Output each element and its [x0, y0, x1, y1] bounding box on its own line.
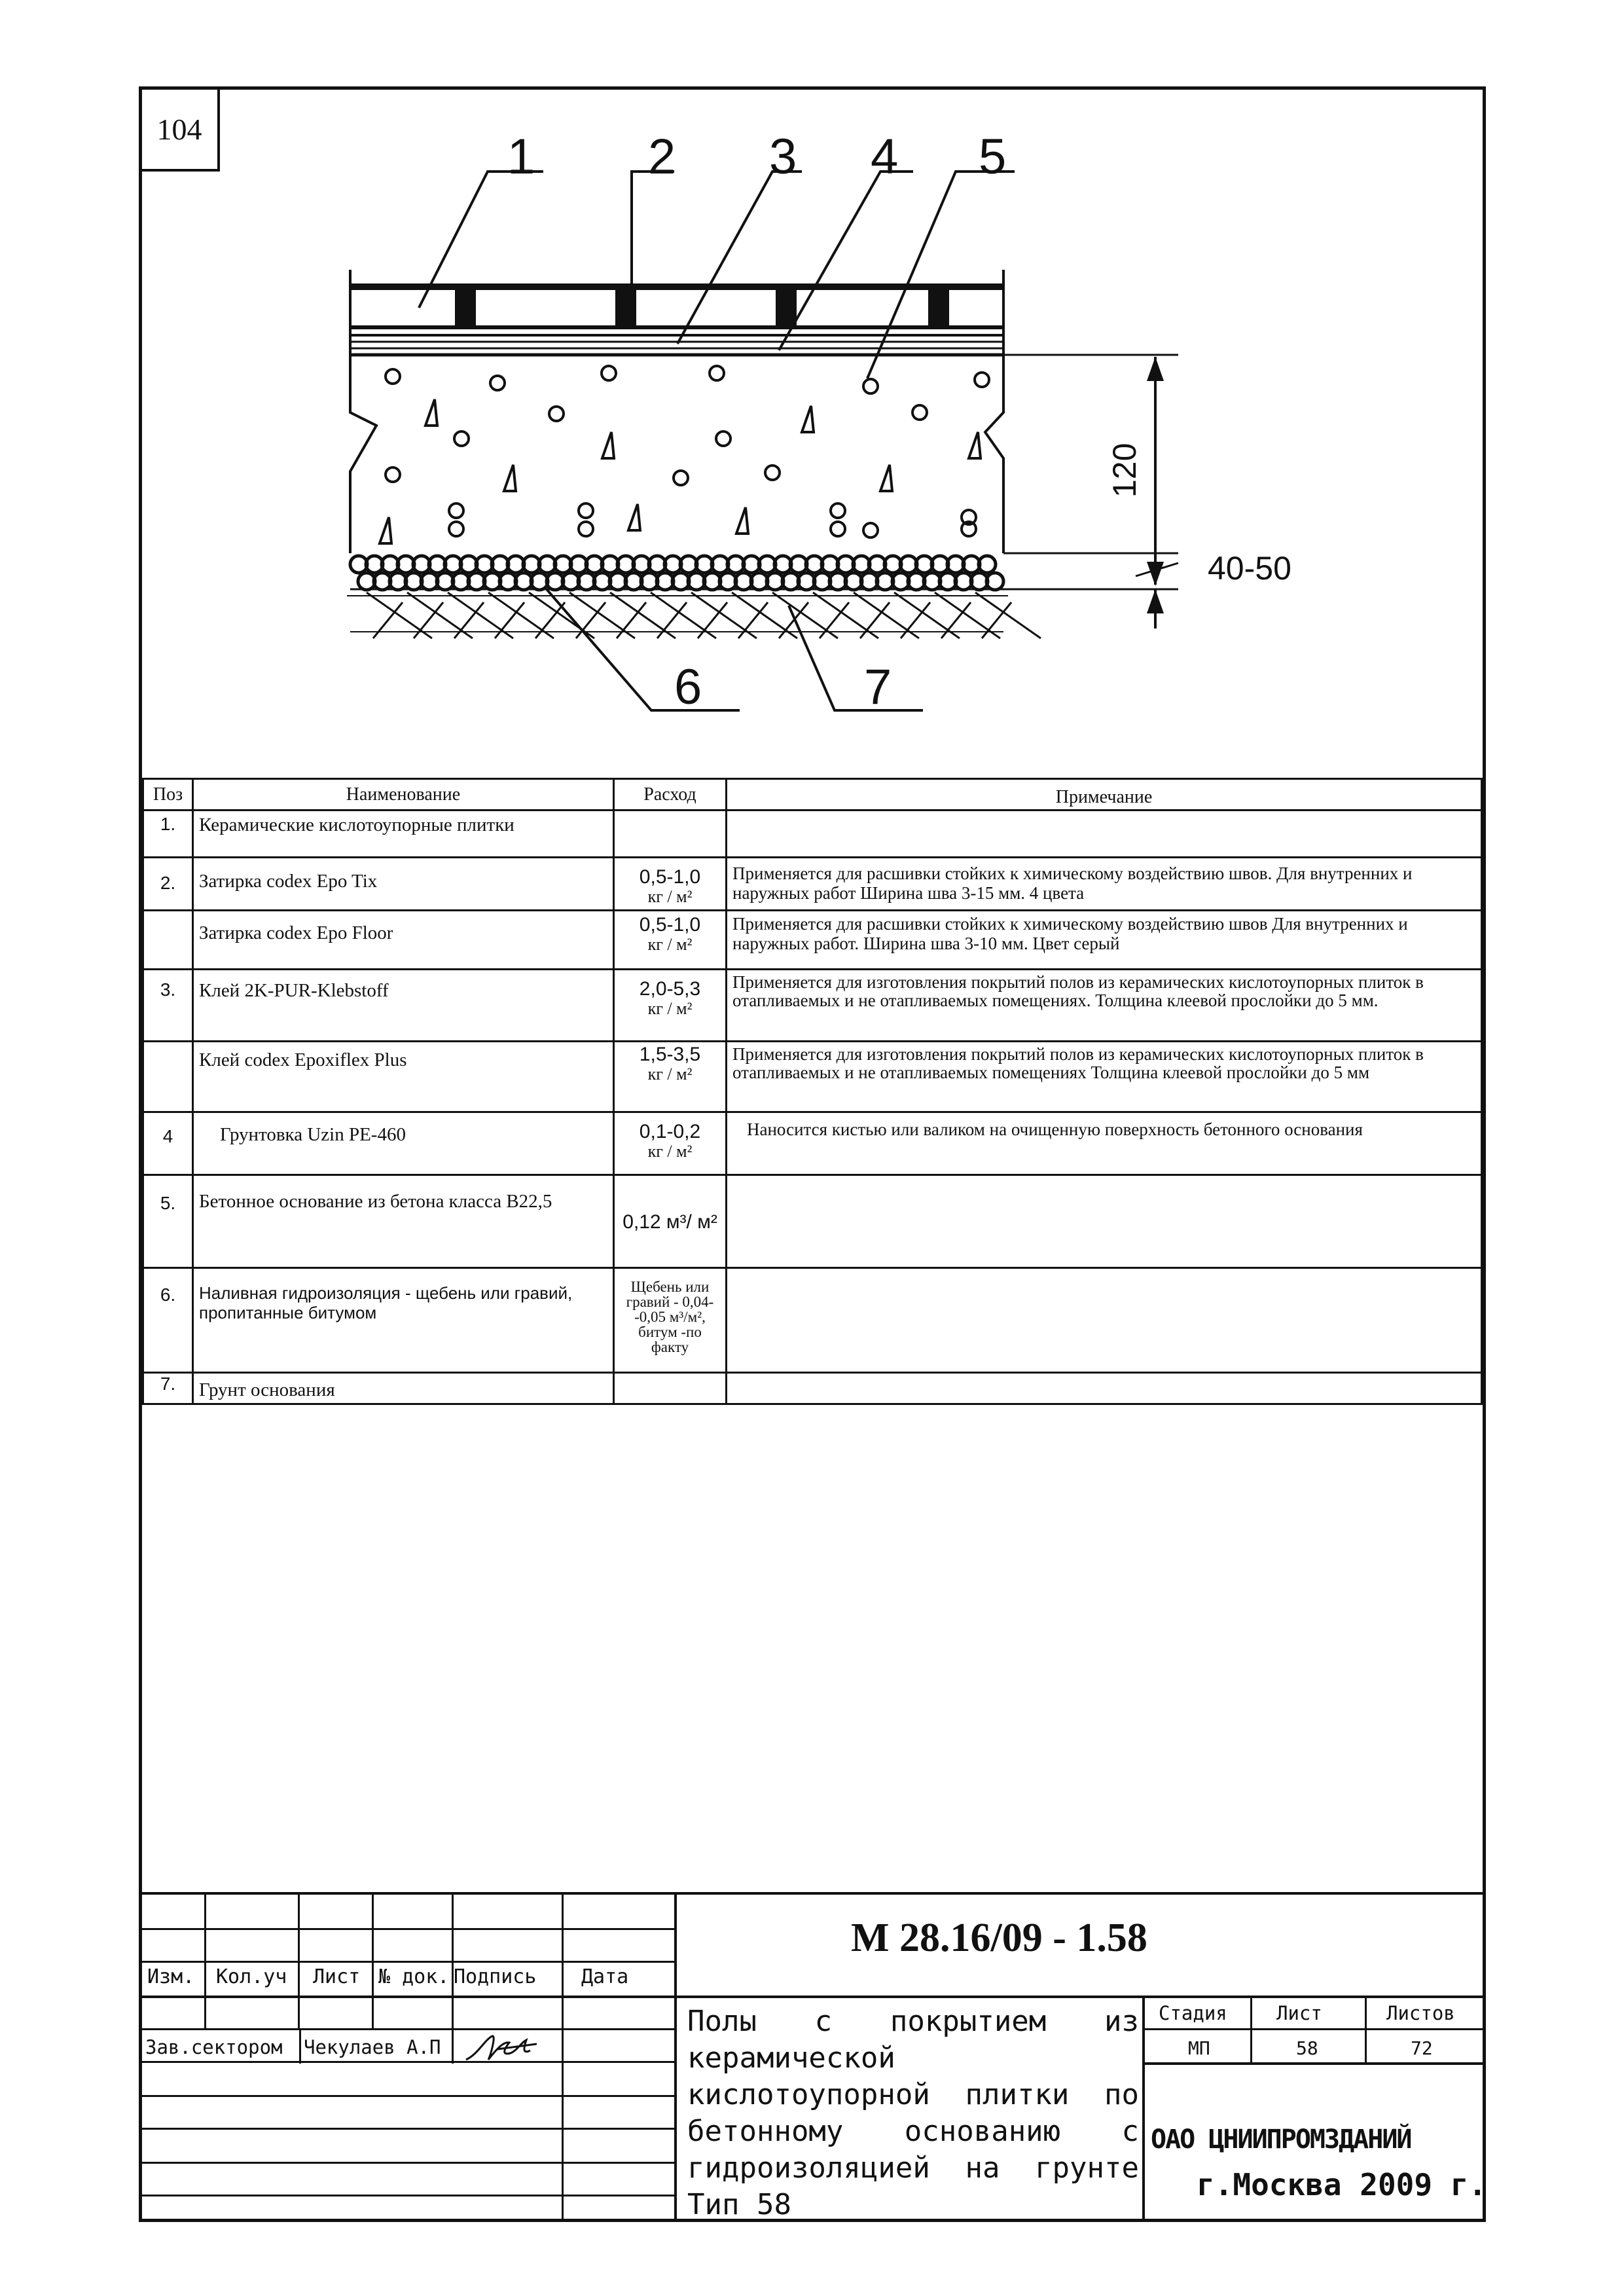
table-row: 6. Наливная гидроизоляция - щебень или гравий, пропитанные битумом Щебень или гравий - 0,04--0,05 м³/м², битум -по факту — [143, 1268, 1482, 1373]
aggregate-stone — [674, 471, 688, 485]
aggregate-stone — [863, 379, 878, 393]
aggregate-stone — [454, 431, 469, 446]
aggregate-stone — [602, 366, 616, 380]
role-label: Зав.сектором — [145, 2036, 283, 2058]
aggregate-stone — [490, 376, 505, 390]
col-list: Лист — [313, 1965, 361, 1988]
table-row: Клей codex Epoxiflex Plus 1,5-3,5 кг / м² Применяется для изготовления покрытий полов из керамических кислотоупорных плиток в отапливаемых и не отапливаемых помещениях Толщина клеевой прослойки до 5 мм — [143, 1042, 1482, 1112]
signature-image — [458, 2028, 556, 2068]
stage-value: МП — [1188, 2037, 1210, 2059]
floor-section-drawing — [0, 0, 1624, 773]
sheet-label: Лист — [1276, 2002, 1322, 2024]
aggregate-chip — [628, 504, 640, 530]
header-pos: Поз — [143, 779, 193, 811]
aggregate-stone — [716, 431, 731, 446]
table-row: 4 Грунтовка Uzin PE-460 0,1-0,2 кг / м² Наносится кистью или валиком на очищенную поверхность бетонного основания — [143, 1112, 1482, 1175]
aggregate-chip — [880, 465, 892, 491]
sheet-description: Полы с покрытием из керамической кислотоупорной плитки по бетонному основанию с гидроизоляцией на грунте Тип 58 — [687, 2005, 1139, 2221]
sheet-value: 58 — [1296, 2037, 1318, 2059]
col-kol-uch: Кол.уч — [216, 1965, 287, 1988]
aggregate-stone — [710, 366, 724, 380]
aggregate-chip — [969, 432, 981, 458]
header-rate: Расход — [614, 779, 727, 811]
aggregate-chip — [425, 399, 437, 426]
city-year: г.Москва 2009 г. — [1197, 2167, 1487, 2202]
header-name: Наименование — [193, 779, 614, 811]
dimension-gravel: 40-50 — [1208, 550, 1291, 587]
callout-3: 3 — [769, 129, 797, 185]
table-row: 3. Клей 2K-PUR-Klebstoff 2,0-5,3 кг / м² Применяется для изготовления покрытий полов из керамических кислотоупорных плиток в отапливаемых и не отапливаемых помещениях. Толщина клеевой прослойки до 5 мм. — [143, 970, 1482, 1042]
aggregate-stone — [579, 522, 593, 536]
aggregate-stone — [975, 373, 989, 387]
header-note: Примечание — [727, 779, 1482, 811]
aggregate-chip — [802, 406, 814, 432]
stage-label: Стадия — [1159, 2002, 1227, 2024]
aggregate-stone — [765, 465, 780, 480]
callout-4: 4 — [871, 129, 899, 185]
aggregate-stone — [579, 503, 593, 518]
tile-joint — [928, 288, 949, 329]
tile-joint — [776, 288, 797, 329]
sheets-label: Листов — [1386, 2002, 1455, 2024]
callout-7: 7 — [864, 659, 892, 715]
aggregate-chip — [602, 432, 614, 458]
aggregate-chip — [736, 507, 748, 534]
callout-1: 1 — [507, 129, 535, 185]
aggregate-stone — [386, 369, 400, 384]
table-header — [143, 779, 1482, 811]
table-row: 1. Керамические кислотоупорные плитки — [143, 811, 1482, 858]
callout-5: 5 — [979, 129, 1007, 185]
aggregate-stone — [863, 523, 878, 538]
col-signature: Подпись — [454, 1965, 537, 1988]
aggregate-stone — [831, 503, 845, 518]
aggregate-stone — [449, 522, 463, 536]
aggregate-stone — [449, 503, 463, 518]
aggregate-chip — [380, 517, 391, 543]
callout-6: 6 — [674, 659, 702, 715]
callout-2: 2 — [648, 129, 676, 185]
col-izm: Изм. — [147, 1965, 195, 1988]
table-row: Затирка codex Epo Floor 0,5-1,0 кг / м² Применяется для расшивки стойких к химическому воздействию швов Для внутренних и наружных работ. Ширина шва 3-10 мм. Цвет серый — [143, 911, 1482, 970]
col-date: Дата — [581, 1965, 629, 1988]
col-doc-no: № док. — [378, 1965, 450, 1988]
tile-joint — [615, 288, 636, 329]
table-row: 7. Грунт основания — [143, 1373, 1482, 1404]
organization-name: ОАО ЦНИИПРОМЗДАНИЙ — [1151, 2124, 1411, 2155]
table-row: 2. Затирка codex Epo Tix 0,5-1,0 кг / м² Применяется для расшивки стойких к химическому воздействию швов. Для внутренних и наружных работ Ширина шва 3-15 мм. 4 цвета — [143, 858, 1482, 911]
aggregate-stone — [912, 405, 927, 420]
table-row: 5. Бетонное основание из бетона класса В22,5 0,12 м³/ м² — [143, 1175, 1482, 1268]
aggregate-stone — [831, 522, 845, 536]
aggregate-stone — [549, 407, 564, 421]
specification-table — [142, 778, 1483, 1405]
document-code: М 28.16/09 - 1.58 — [851, 1916, 1147, 1960]
person-name: Чекулаев А.П — [304, 2036, 441, 2058]
aggregate-chip — [504, 465, 516, 491]
tile-joint — [455, 288, 476, 329]
page-number: 104 — [139, 86, 220, 172]
dimension-concrete: 120 — [1106, 443, 1143, 498]
aggregate-stone — [386, 467, 400, 482]
sheets-value: 72 — [1411, 2037, 1433, 2059]
